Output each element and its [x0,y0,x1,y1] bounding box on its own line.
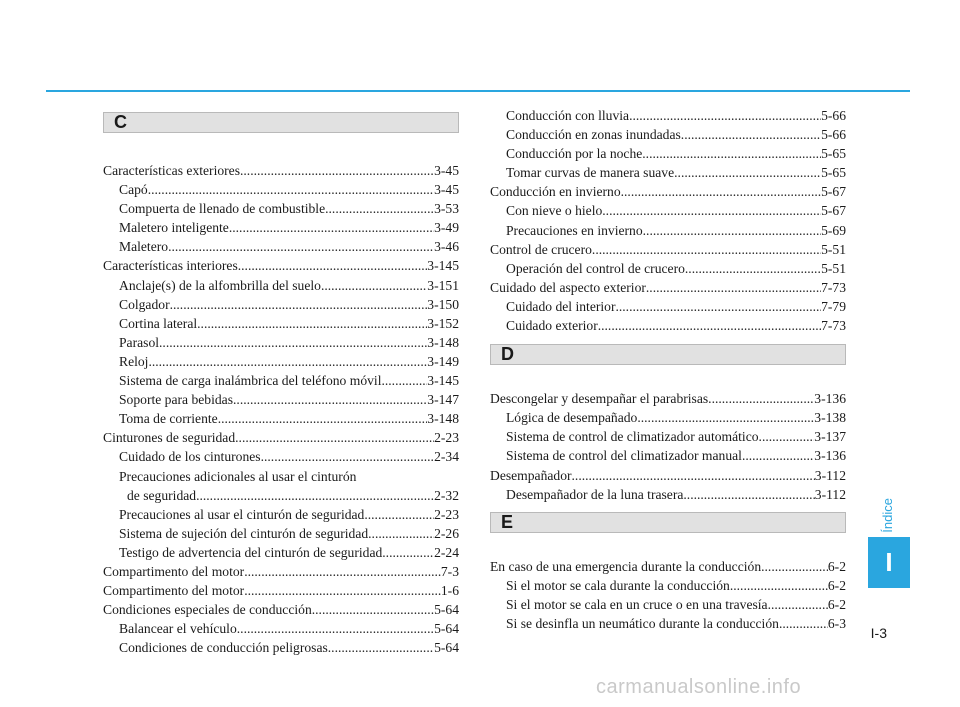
entry-page: 3-151 [427,277,459,293]
index-subentry [103,447,459,466]
index-subentry [103,543,459,562]
index-entry [490,389,846,408]
leader-dots [646,278,821,297]
index-entry [490,466,846,485]
entry-text: Colgador [119,296,170,312]
leader-dots [592,240,821,259]
index-subentry [103,295,459,314]
leader-dots [244,562,441,581]
index-entry [103,161,459,180]
entry-page: 5-64 [434,621,459,637]
leader-dots [240,161,434,180]
index-entry [103,600,459,619]
leader-dots [159,333,427,352]
entry-page: 2-23 [434,430,459,446]
index-column-right [490,106,846,633]
entry-page: 1-6 [440,583,459,599]
section-letter-d: D [501,344,514,365]
entry-page: 3-53 [434,201,459,217]
entry-page: 3-149 [427,353,459,369]
entry-page: 5-64 [434,640,459,656]
leader-dots [325,199,434,218]
index-subentry [490,446,846,465]
leader-dots [238,256,428,275]
index-entry [490,278,846,297]
index-subentry [490,408,846,427]
entry-page: 5-67 [821,184,846,200]
entry-text: Con nieve o hielo [506,203,603,219]
index-subentry [490,485,846,504]
entry-text: Sistema de sujeción del cinturón de seguridad [119,525,369,541]
index-subentry [103,371,459,390]
entry-text: Lógica de desempañado [506,410,638,426]
index-subentry [103,199,459,218]
entry-text: Cuidado del aspecto exterior [490,279,646,295]
leader-dots [779,614,828,633]
leader-dots [197,314,427,333]
entry-text: Cortina lateral [119,315,198,331]
entry-text: Precauciones al usar el cinturón de seguridad [119,506,365,522]
entry-page: 5-66 [821,108,846,123]
entry-page: 3-138 [814,410,846,426]
entry-text: Desempañador [490,467,572,483]
entry-text: Parasol [119,334,160,350]
index-column-left [103,112,459,657]
leader-dots [381,371,427,390]
entry-page: 3-137 [814,429,846,445]
entry-page: 3-136 [814,448,846,464]
entry-text: Balancear el vehículo [119,621,237,637]
index-subentry [490,614,846,633]
entry-page: 3-46 [434,239,459,255]
entry-page: 6-2 [827,577,846,593]
leader-dots [683,485,814,504]
leader-dots [637,408,814,427]
entry-page: 3-112 [814,486,846,502]
entry-text: Reloj [119,353,149,369]
entry-text: Toma de corriente [119,411,218,427]
section-letter-c: C [114,112,127,132]
entry-page: 3-145 [427,258,459,274]
entry-text: Sistema de control del climatizador manual [506,448,742,464]
index-subentry [103,505,459,524]
entry-page: 3-148 [427,411,459,427]
entry-page: 5-64 [434,602,459,618]
leader-dots [229,218,434,237]
entry-text: Conducción por la noche [506,146,643,162]
index-subentry [490,221,846,240]
entry-page: 5-51 [821,241,846,257]
entry-page: 3-152 [427,315,459,331]
index-subentry [103,638,459,657]
entry-page: 5-65 [821,165,846,181]
leader-dots [685,259,821,278]
index-subentry [103,276,459,295]
index-subentry [103,333,459,352]
entry-text: Compartimento del motor [103,563,245,579]
leader-dots [168,237,434,256]
entry-text: Sistema de carga inalámbrica del teléfono móvil [119,373,382,389]
entry-page: 2-26 [434,525,459,541]
entry-text: En caso de una emergencia durante la conducción [490,558,762,574]
index-subentry [103,619,459,638]
index-list-d [490,389,846,504]
leader-dots [235,428,434,447]
entry-text: Cuidado exterior [506,318,598,334]
index-subentry [490,163,846,182]
leader-dots [621,182,821,201]
entry-page: 6-3 [827,615,846,631]
leader-dots [237,619,434,638]
leader-dots [148,352,427,371]
section-letter-e: E [501,511,514,532]
index-list-e [490,557,846,633]
leader-dots [218,409,428,428]
entry-text: Precauciones en invierno [506,222,643,238]
entry-text: Sistema de control de climatizador automático [506,429,759,445]
entry-page: 2-24 [434,544,459,560]
entry-text: Si el motor se cala durante la conducción [506,577,730,593]
leader-dots [615,297,821,316]
entry-page: 5-51 [821,260,846,276]
index-entry [490,557,846,576]
entry-text: Conducción con lluvia [506,108,630,123]
leader-dots [629,106,821,125]
leader-dots [233,390,427,409]
entry-text: Soporte para bebidas [119,392,234,408]
section-header-e [490,512,846,533]
index-subentry [490,144,846,163]
leader-dots [170,295,428,314]
index-subentry [103,237,459,256]
leader-dots [261,447,434,466]
index-subentry [490,297,846,316]
leader-dots [148,180,434,199]
entry-text: Descongelar y desempañar el parabrisas [490,391,709,407]
index-subentry [103,390,459,409]
entry-text: de seguridad [127,487,197,503]
leader-dots [759,427,815,446]
section-header-d [490,344,846,365]
header-rule [46,90,910,92]
page-number: I-3 [870,625,887,641]
index-entry [103,562,459,581]
leader-dots [761,557,828,576]
leader-dots [572,466,815,485]
index-subentry [490,125,846,144]
leader-dots [768,595,828,614]
entry-text: Cuidado del interior [506,298,616,314]
entry-text: Operación del control de crucero [506,260,685,276]
entry-page: 3-136 [814,391,846,407]
entry-text: Desempañador de la luna trasera [506,486,684,502]
entry-page: 3-147 [427,392,459,408]
side-tab-letter[interactable]: I [868,537,910,588]
index-subentry [103,524,459,543]
entry-text: Compartimento del motor [103,583,245,599]
entry-page: 7-73 [821,279,846,295]
entry-text: Conducción en invierno [490,184,621,200]
entry-text: Testigo de advertencia del cinturón de seguridad [119,544,383,560]
entry-page: 2-34 [434,449,459,465]
entry-text: Cuidado de los cinturones [119,449,261,465]
index-entry [490,240,846,259]
entry-page: 3-150 [427,296,459,312]
entry-page: 5-67 [821,203,846,219]
index-subentry [490,316,846,335]
entry-page: 3-145 [427,373,459,389]
entry-page: 5-65 [821,146,846,162]
entry-page: 3-148 [427,334,459,350]
index-entry [103,581,459,600]
index-subentry [103,352,459,371]
entry-page: 7-3 [440,563,459,579]
entry-text: Anclaje(s) de la alfombrilla del suelo [119,277,321,293]
index-list-c-continued [490,106,846,335]
entry-text: Características interiores [103,258,238,274]
entry-page: 6-2 [827,596,846,612]
leader-dots [730,576,828,595]
entry-text: Capó [119,182,148,198]
index-subentry [103,314,459,333]
entry-text: Conducción en zonas inundadas [506,127,681,143]
leader-dots [643,221,821,240]
entry-page: 5-69 [821,222,846,238]
entry-page: 3-45 [434,163,459,178]
entry-text: Precauciones adicionales al usar el cinturón [119,468,357,484]
index-subentry [490,595,846,614]
entry-page: 6-2 [827,558,846,574]
entry-text: Maletero [119,239,169,255]
entry-text: Compuerta de llenado de combustible [119,201,326,217]
index-subentry [103,218,459,237]
entry-page: 5-66 [821,127,846,143]
entry-text: Maletero inteligente [119,220,229,236]
leader-dots [642,144,821,163]
leader-dots [674,163,821,182]
index-subentry [490,106,846,125]
entry-text: Control de crucero [490,241,592,257]
watermark: carmanualsonline.info [596,676,802,698]
index-subentry [490,201,846,220]
index-subentry [103,180,459,199]
index-entry [103,256,459,275]
index-subentry [490,427,846,446]
index-entry-wrap [103,467,459,486]
leader-dots [681,125,821,144]
entry-text: Tomar curvas de manera suave [506,165,675,181]
entry-text: Condiciones especiales de conducción [103,602,312,618]
index-subentry [490,576,846,595]
entry-text: Condiciones de conducción peligrosas [119,640,328,656]
index-entry [103,428,459,447]
leader-dots [368,524,434,543]
entry-page: 3-49 [434,220,459,236]
leader-dots [742,446,814,465]
entry-page: 7-79 [821,298,846,314]
entry-text: Si el motor se cala en un cruce o en una travesía [506,596,768,612]
leader-dots [382,543,434,562]
entry-text: Características exteriores [103,163,240,178]
section-header-c [103,112,459,133]
index-subentry [103,486,459,505]
leader-dots [328,638,434,657]
entry-page: 2-23 [434,506,459,522]
leader-dots [312,600,434,619]
leader-dots [321,276,427,295]
leader-dots [602,201,821,220]
index-subentry [490,259,846,278]
entry-text: Si se desinfla un neumático durante la conducción [506,615,779,631]
side-tab-label[interactable]: Índice [880,498,895,533]
leader-dots [598,316,821,335]
index-entry [490,182,846,201]
leader-dots [364,505,434,524]
index-subentry [103,409,459,428]
entry-page: 7-73 [821,318,846,334]
entry-text: Cinturones de seguridad [103,430,236,446]
leader-dots [244,581,441,600]
leader-dots [708,389,814,408]
entry-page: 3-112 [814,467,846,483]
index-list-c [103,161,459,657]
leader-dots [196,486,434,505]
entry-page: 3-45 [434,182,459,198]
entry-page: 2-32 [434,487,459,503]
